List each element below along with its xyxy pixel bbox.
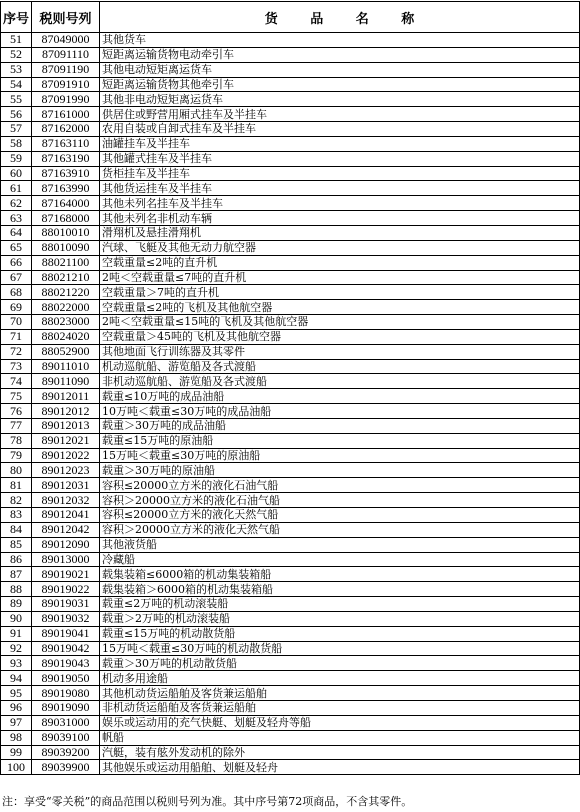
row-seq: 86: [1, 552, 32, 567]
table-row: [1, 700, 580, 715]
row-goods-name: 2吨＜空载重量≤7吨的直升机: [100, 270, 580, 285]
row-tariff-code: 89012021: [32, 433, 100, 448]
row-tariff-code: 89013000: [32, 552, 100, 567]
row-tariff-code: 87091910: [32, 77, 100, 92]
row-tariff-code: 89012013: [32, 418, 100, 433]
table-row: [1, 270, 580, 285]
row-goods-name: 容积≤20000立方米的液化石油气船: [100, 478, 580, 493]
row-goods-name: 其他货车: [100, 33, 580, 48]
table-row: [1, 181, 580, 196]
row-tariff-code: 88023000: [32, 315, 100, 330]
row-seq: 89: [1, 597, 32, 612]
table-row: [1, 508, 580, 523]
row-goods-name: 载重≤2万吨的机动滚装船: [100, 597, 580, 612]
row-tariff-code: 87163190: [32, 151, 100, 166]
row-seq: 60: [1, 166, 32, 181]
row-goods-name: 容积＞20000立方米的液化石油气船: [100, 493, 580, 508]
row-tariff-code: 87168000: [32, 211, 100, 226]
table-header: [1, 2, 580, 33]
row-seq: 81: [1, 478, 32, 493]
row-tariff-code: 88021100: [32, 255, 100, 270]
row-goods-name: 其他机动货运船舶及客货兼运船舶: [100, 686, 580, 701]
table-row: [1, 255, 580, 270]
row-goods-name: 农用自装或自卸式挂车及半挂车: [100, 122, 580, 137]
row-seq: 72: [1, 344, 32, 359]
table-row: [1, 611, 580, 626]
row-seq: 94: [1, 671, 32, 686]
row-goods-name: 载集装箱≤6000箱的机动集装箱船: [100, 567, 580, 582]
table-row: [1, 463, 580, 478]
row-goods-name: 载重＞2万吨的机动滚装船: [100, 611, 580, 626]
table-row: [1, 552, 580, 567]
row-tariff-code: 89011090: [32, 374, 100, 389]
row-seq: 90: [1, 611, 32, 626]
row-goods-name: 短距离运输货物其他牵引车: [100, 77, 580, 92]
row-seq: 69: [1, 300, 32, 315]
row-goods-name: 油罐挂车及半挂车: [100, 136, 580, 151]
row-tariff-code: 89019042: [32, 641, 100, 656]
header-code: 税则号列: [32, 2, 100, 33]
row-seq: 55: [1, 92, 32, 107]
row-seq: 87: [1, 567, 32, 582]
table-row: [1, 404, 580, 419]
table-row: [1, 478, 580, 493]
row-goods-name: 容积＞20000立方米的液化天然气船: [100, 522, 580, 537]
table-row: [1, 92, 580, 107]
row-goods-name: 2吨＜空载重量≤15吨的飞机及其他航空器: [100, 315, 580, 330]
table-row: [1, 33, 580, 48]
table-row: [1, 582, 580, 597]
table-row: [1, 730, 580, 745]
table-row: [1, 715, 580, 730]
row-seq: 84: [1, 522, 32, 537]
table-row: [1, 166, 580, 181]
row-seq: 75: [1, 389, 32, 404]
row-seq: 97: [1, 715, 32, 730]
tariff-item-table: [0, 1, 580, 775]
table-row: [1, 225, 580, 240]
row-tariff-code: 87164000: [32, 196, 100, 211]
table-row: [1, 374, 580, 389]
table-row: [1, 329, 580, 344]
table-row: [1, 433, 580, 448]
header-seq: 序号: [1, 2, 32, 33]
row-seq: 70: [1, 315, 32, 330]
row-seq: 78: [1, 433, 32, 448]
row-seq: 85: [1, 537, 32, 552]
row-goods-name: 载重≤10万吨的成品油船: [100, 389, 580, 404]
row-goods-name: 载集装箱＞6000箱的机动集装箱船: [100, 582, 580, 597]
row-tariff-code: 87049000: [32, 33, 100, 48]
row-tariff-code: 88010090: [32, 240, 100, 255]
table-row: [1, 211, 580, 226]
row-goods-name: 其他非电动短矩离运货车: [100, 92, 580, 107]
table-row: [1, 359, 580, 374]
table-row: [1, 389, 580, 404]
row-tariff-code: 88022000: [32, 300, 100, 315]
row-tariff-code: 87162000: [32, 122, 100, 137]
table-row: [1, 626, 580, 641]
row-seq: 67: [1, 270, 32, 285]
row-tariff-code: 89012032: [32, 493, 100, 508]
row-seq: 53: [1, 62, 32, 77]
table-row: [1, 136, 580, 151]
table-row: [1, 107, 580, 122]
table-row: [1, 597, 580, 612]
row-seq: 93: [1, 656, 32, 671]
row-goods-name: 短距离运输货物电动牵引车: [100, 47, 580, 62]
row-goods-name: 冷藏船: [100, 552, 580, 567]
row-goods-name: 供居住或野营用厢式挂车及半挂车: [100, 107, 580, 122]
row-tariff-code: 88052900: [32, 344, 100, 359]
row-goods-name: 空载重量＞45吨的飞机及其他航空器: [100, 329, 580, 344]
row-tariff-code: 89019022: [32, 582, 100, 597]
row-seq: 52: [1, 47, 32, 62]
table-row: [1, 285, 580, 300]
row-seq: 76: [1, 404, 32, 419]
row-seq: 98: [1, 730, 32, 745]
row-goods-name: 其他货运挂车及半挂车: [100, 181, 580, 196]
table-row: [1, 300, 580, 315]
row-seq: 95: [1, 686, 32, 701]
row-tariff-code: 87091190: [32, 62, 100, 77]
table-row: [1, 671, 580, 686]
row-seq: 83: [1, 508, 32, 523]
header-row: [1, 2, 580, 33]
row-goods-name: 载重≤15万吨的机动散货船: [100, 626, 580, 641]
table-row: [1, 344, 580, 359]
row-goods-name: 机动多用途船: [100, 671, 580, 686]
row-tariff-code: 87091110: [32, 47, 100, 62]
row-tariff-code: 88024020: [32, 329, 100, 344]
row-tariff-code: 89019032: [32, 611, 100, 626]
row-seq: 66: [1, 255, 32, 270]
row-seq: 96: [1, 700, 32, 715]
row-goods-name: 15万吨＜载重≤30万吨的原油船: [100, 448, 580, 463]
row-tariff-code: 88010010: [32, 225, 100, 240]
row-seq: 62: [1, 196, 32, 211]
table-row: [1, 62, 580, 77]
row-tariff-code: 89012023: [32, 463, 100, 478]
row-goods-name: 其他电动短矩离运货车: [100, 62, 580, 77]
row-tariff-code: 89019050: [32, 671, 100, 686]
row-tariff-code: 89012022: [32, 448, 100, 463]
row-seq: 88: [1, 582, 32, 597]
row-goods-name: 非机动货运船舶及客货兼运船舶: [100, 700, 580, 715]
row-goods-name: 娱乐或运动用的充气快艇、划艇及轻舟等船: [100, 715, 580, 730]
row-tariff-code: 89012012: [32, 404, 100, 419]
row-goods-name: 载重≤15万吨的原油船: [100, 433, 580, 448]
table-body: [1, 33, 580, 775]
row-seq: 58: [1, 136, 32, 151]
row-goods-name: 载重＞30万吨的机动散货船: [100, 656, 580, 671]
row-tariff-code: 89019031: [32, 597, 100, 612]
row-goods-name: 货柜挂车及半挂车: [100, 166, 580, 181]
row-goods-name: 空载重量＞7吨的直升机: [100, 285, 580, 300]
row-seq: 54: [1, 77, 32, 92]
row-tariff-code: 89039900: [32, 760, 100, 775]
row-tariff-code: 88021210: [32, 270, 100, 285]
table-row: [1, 686, 580, 701]
row-goods-name: 载重＞30万吨的原油船: [100, 463, 580, 478]
row-goods-name: 其他地面飞行训练器及其零件: [100, 344, 580, 359]
row-tariff-code: 89039100: [32, 730, 100, 745]
row-seq: 79: [1, 448, 32, 463]
row-seq: 59: [1, 151, 32, 166]
row-tariff-code: 88021220: [32, 285, 100, 300]
table-row: [1, 47, 580, 62]
row-goods-name: 滑翔机及悬挂滑翔机: [100, 225, 580, 240]
header-name: 货 品 名 称: [100, 2, 580, 33]
row-seq: 65: [1, 240, 32, 255]
table-row: [1, 760, 580, 775]
row-goods-name: 其他罐式挂车及半挂车: [100, 151, 580, 166]
row-goods-name: 载重＞30万吨的成品油船: [100, 418, 580, 433]
row-seq: 91: [1, 626, 32, 641]
table-row: [1, 196, 580, 211]
row-tariff-code: 89019041: [32, 626, 100, 641]
row-seq: 73: [1, 359, 32, 374]
row-seq: 61: [1, 181, 32, 196]
row-seq: 100: [1, 760, 32, 775]
table-row: [1, 122, 580, 137]
row-seq: 57: [1, 122, 32, 137]
row-tariff-code: 89011010: [32, 359, 100, 374]
table-row: [1, 240, 580, 255]
table-row: [1, 151, 580, 166]
row-goods-name: 10万吨＜载重≤30万吨的成品油船: [100, 404, 580, 419]
table-row: [1, 77, 580, 92]
row-tariff-code: 89019080: [32, 686, 100, 701]
row-goods-name: 其他未列名挂车及半挂车: [100, 196, 580, 211]
row-tariff-code: 89012011: [32, 389, 100, 404]
row-tariff-code: 89019021: [32, 567, 100, 582]
row-seq: 82: [1, 493, 32, 508]
row-goods-name: 帆船: [100, 730, 580, 745]
row-seq: 68: [1, 285, 32, 300]
row-seq: 64: [1, 225, 32, 240]
row-tariff-code: 89019043: [32, 656, 100, 671]
row-goods-name: 容积≤20000立方米的液化天然气船: [100, 508, 580, 523]
row-goods-name: 空载重量≤2吨的飞机及其他航空器: [100, 300, 580, 315]
row-seq: 92: [1, 641, 32, 656]
row-tariff-code: 89019090: [32, 700, 100, 715]
row-seq: 80: [1, 463, 32, 478]
table-row: [1, 537, 580, 552]
row-goods-name: 其他娱乐或运动用船舶、划艇及轻舟: [100, 760, 580, 775]
row-tariff-code: 89031000: [32, 715, 100, 730]
row-tariff-code: 89012041: [32, 508, 100, 523]
row-tariff-code: 87163110: [32, 136, 100, 151]
row-goods-name: 汽球、飞艇及其他无动力航空器: [100, 240, 580, 255]
table-row: [1, 418, 580, 433]
footnote: 注：享受“零关税”的商品范围以税则号列为准。其中序号第72项商品，不含其零件。: [2, 795, 413, 808]
row-seq: 77: [1, 418, 32, 433]
table-row: [1, 656, 580, 671]
row-tariff-code: 89039200: [32, 745, 100, 760]
row-seq: 56: [1, 107, 32, 122]
row-tariff-code: 89012042: [32, 522, 100, 537]
table-row: [1, 522, 580, 537]
row-tariff-code: 87161000: [32, 107, 100, 122]
row-tariff-code: 89012031: [32, 478, 100, 493]
row-seq: 51: [1, 33, 32, 48]
table-row: [1, 448, 580, 463]
row-tariff-code: 87163990: [32, 181, 100, 196]
row-seq: 63: [1, 211, 32, 226]
row-goods-name: 15万吨＜载重≤30万吨的机动散货船: [100, 641, 580, 656]
row-seq: 71: [1, 329, 32, 344]
row-goods-name: 非机动巡航船、游览船及各式渡船: [100, 374, 580, 389]
row-tariff-code: 87163910: [32, 166, 100, 181]
table-row: [1, 745, 580, 760]
row-goods-name: 汽艇，装有舷外发动机的除外: [100, 745, 580, 760]
row-goods-name: 其他未列名非机动车辆: [100, 211, 580, 226]
row-goods-name: 空载重量≤2吨的直升机: [100, 255, 580, 270]
table-row: [1, 315, 580, 330]
table-row: [1, 567, 580, 582]
row-goods-name: 机动巡航船、游览船及各式渡船: [100, 359, 580, 374]
row-seq: 99: [1, 745, 32, 760]
row-seq: 74: [1, 374, 32, 389]
table-row: [1, 493, 580, 508]
table-row: [1, 641, 580, 656]
row-tariff-code: 87091990: [32, 92, 100, 107]
row-goods-name: 其他液货船: [100, 537, 580, 552]
row-tariff-code: 89012090: [32, 537, 100, 552]
